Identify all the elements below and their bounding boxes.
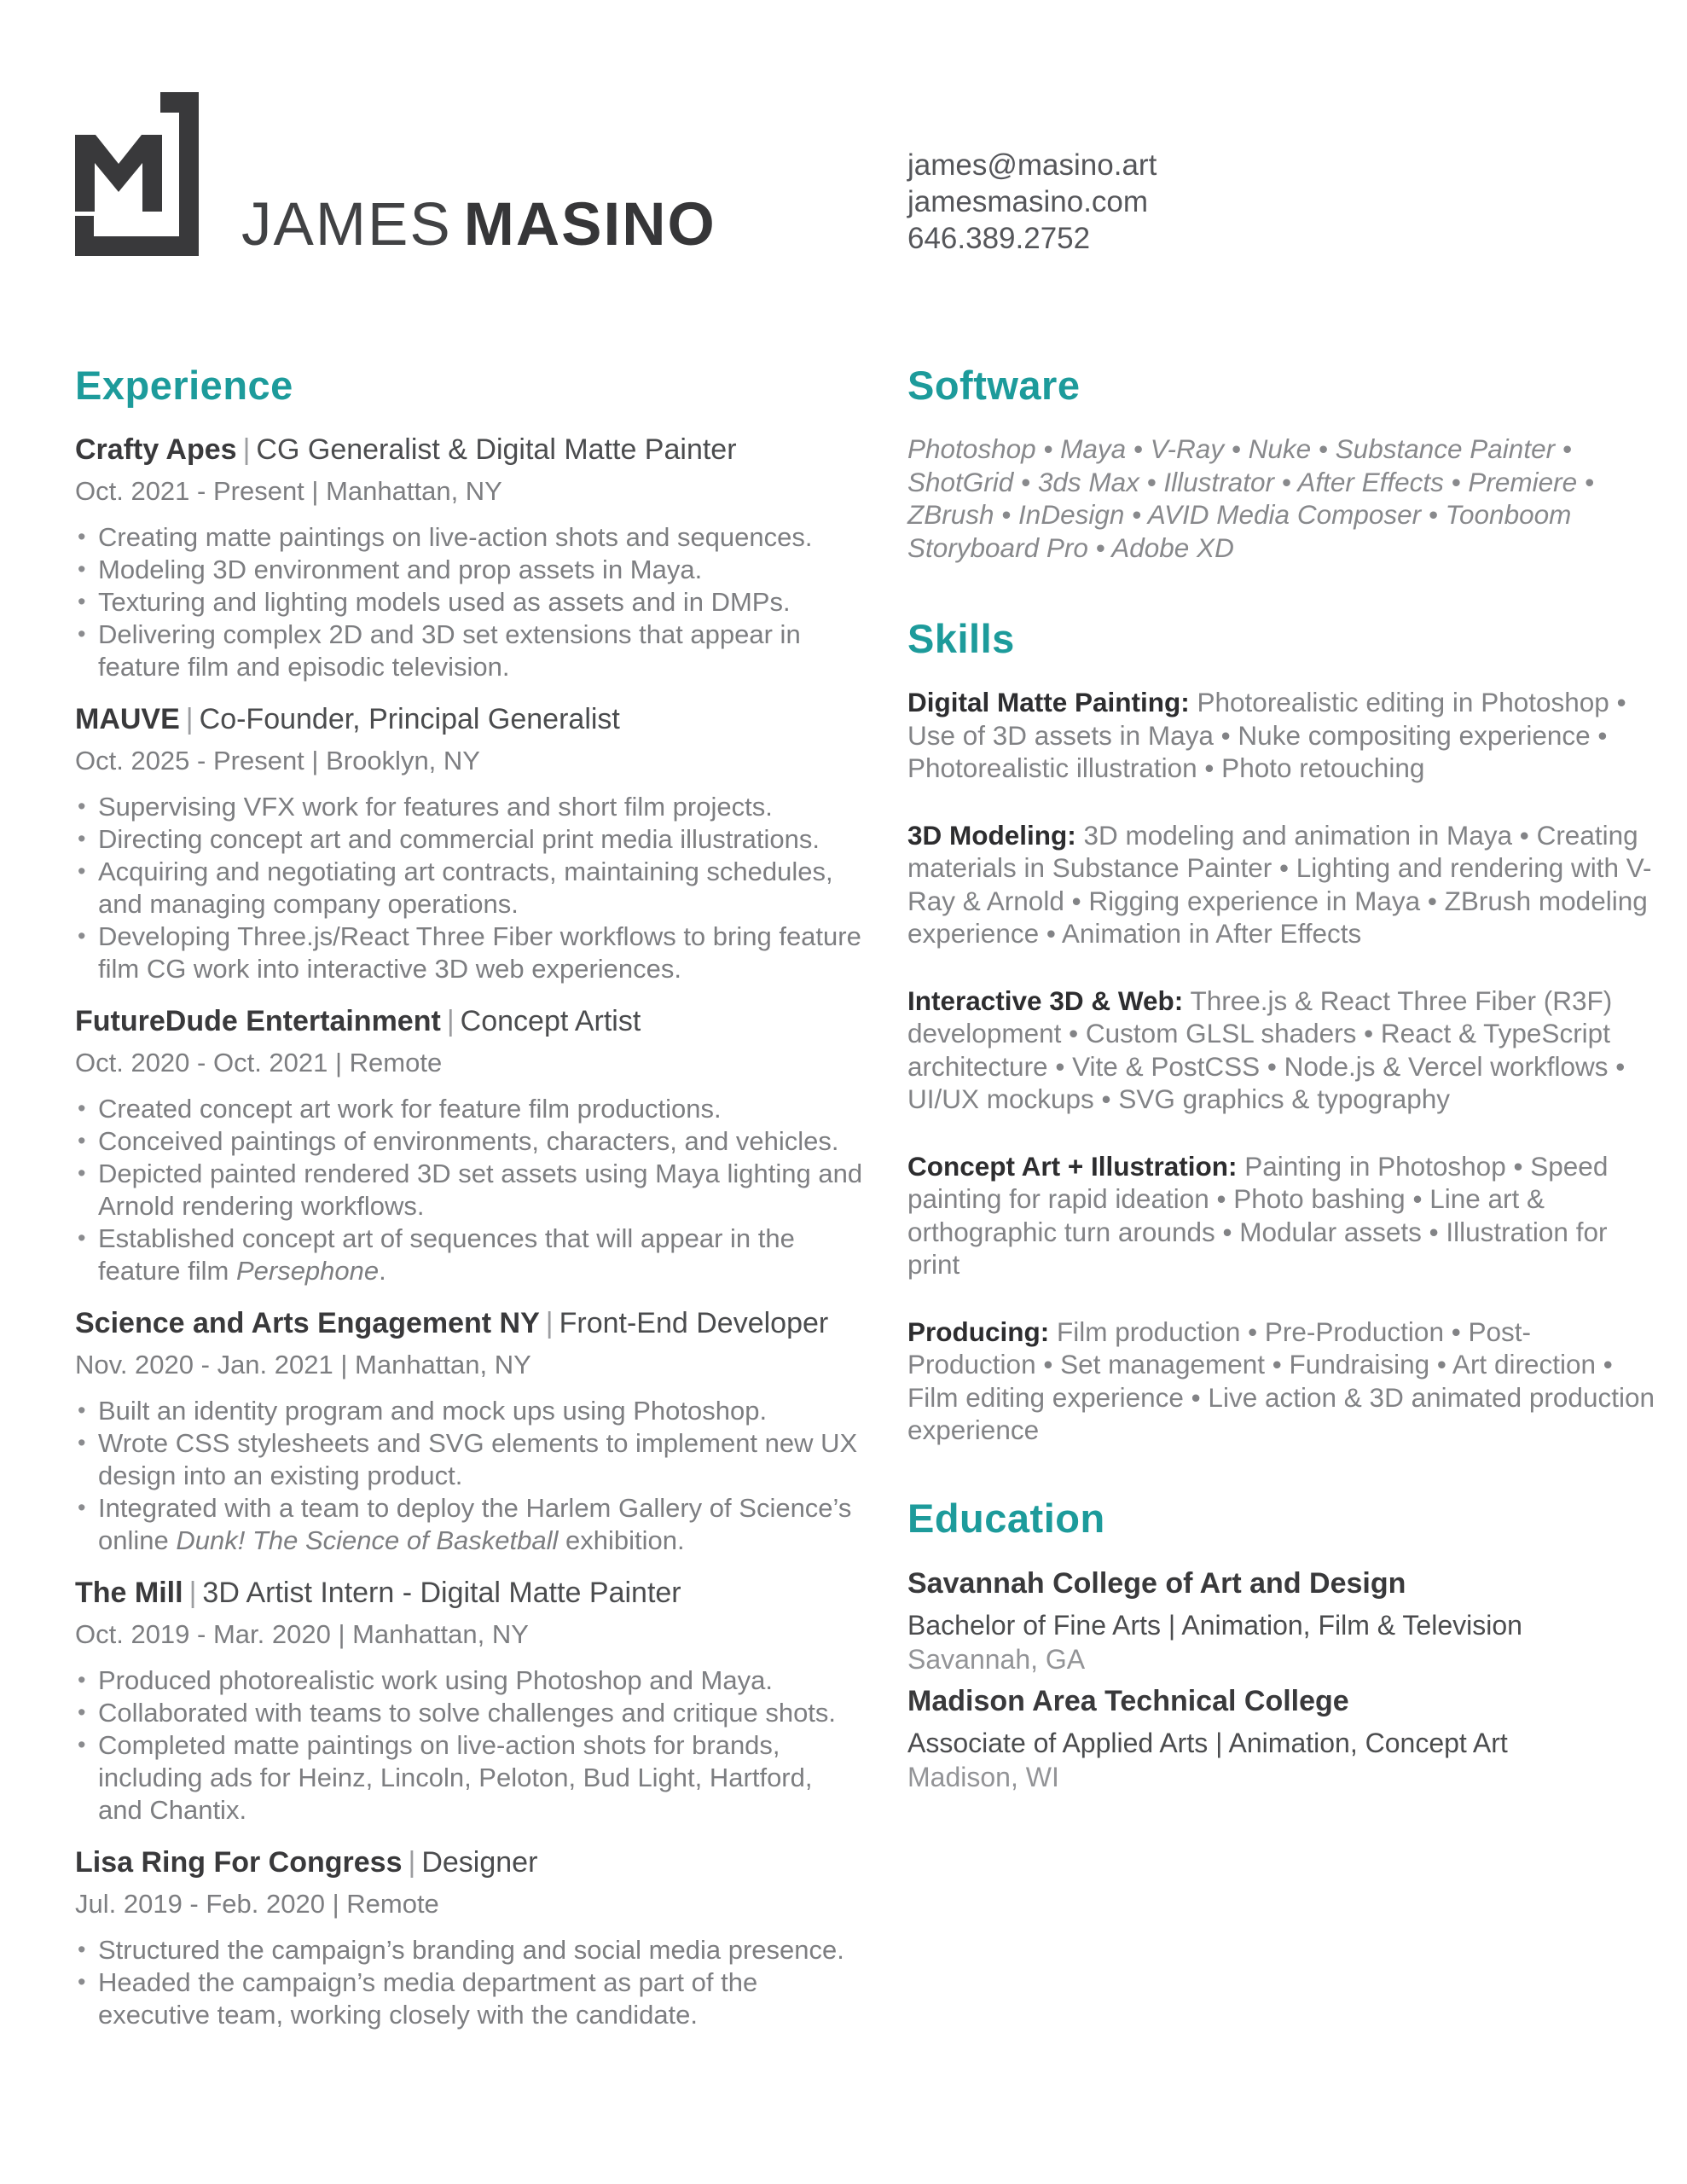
school-name: Savannah College of Art and Design — [907, 1566, 1406, 1600]
skill-group: Interactive 3D & Web: Three.js & React Three Fiber (R3F) development • Custom GLSL shaders • React & TypeScript architecture • Vite & PostCSS • Node.js & Vercel workflows • UI/UX mockups • SVG graphics & typography — [907, 985, 1626, 1114]
job-company: Lisa Ring For Congress — [75, 1846, 403, 1879]
job-bullets — [75, 791, 863, 985]
job-role: Designer — [421, 1846, 538, 1879]
pipe-separator: | — [185, 703, 194, 735]
first-name: JAMES — [241, 191, 452, 258]
job-bullets — [75, 1395, 863, 1557]
school-entry — [907, 1565, 1656, 1676]
skill-label: Concept Art + Illustration: — [907, 1150, 1238, 1182]
job-bullet: • Depicted painted rendered 3D set assets using Maya lighting and Arnold rendering workflows. — [75, 1158, 863, 1223]
job-bullet: • Directing concept art and commercial print media illustrations. — [75, 823, 863, 856]
job-bullet: • Completed matte paintings on live-action shots for brands, including ads for Heinz, Lincoln, Peloton, Bud Light, Hartford, and Chantix. — [75, 1729, 863, 1827]
job-entry — [75, 1845, 863, 2031]
school-location: Madison, WI — [907, 1761, 1059, 1792]
italic-text: Dunk! The Science of Basketball — [176, 1525, 559, 1555]
last-name: MASINO — [463, 191, 716, 258]
logo-letter-m — [75, 135, 162, 212]
job-entry — [75, 433, 863, 683]
skills-section — [907, 616, 1656, 1447]
job-company: Science and Arts Engagement NY — [75, 1307, 540, 1339]
job-title — [75, 702, 863, 736]
job-role: Concept Artist — [460, 1005, 641, 1037]
education-schools — [907, 1565, 1656, 1794]
job-date-location: Nov. 2020 - Jan. 2021 | Manhattan, NY — [75, 1350, 531, 1380]
job-company: MAUVE — [75, 703, 180, 735]
job-date-location: Oct. 2020 - Oct. 2021 | Remote — [75, 1048, 443, 1077]
job-bullet: • Produced photorealistic work using Photoshop and Maya. — [75, 1664, 863, 1697]
contact-block — [907, 147, 1157, 257]
job-date-location: Oct. 2019 - Mar. 2020 | Manhattan, NY — [75, 1619, 529, 1649]
school-degree: Bachelor of Fine Arts | Animation, Film & Television — [907, 1609, 1522, 1641]
job-bullet: • Created concept art work for feature film productions. — [75, 1093, 863, 1125]
job-entry — [75, 702, 863, 985]
job-company: The Mill — [75, 1577, 183, 1609]
job-date-location: Jul. 2019 - Feb. 2020 | Remote — [75, 1889, 439, 1919]
skills-heading: Skills — [907, 616, 1015, 661]
skill-label: Digital Matte Painting: — [907, 687, 1190, 717]
skill-group: 3D Modeling: 3D modeling and animation in Maya • Creating materials in Substance Painter • Lighting and rendering with V-Ray & Arnold • Rigging experience in Maya • ZBrush modeling experience • Animation in After Effects — [907, 819, 1652, 949]
job-date-location: Oct. 2021 - Present | Manhattan, NY — [75, 476, 502, 506]
job-bullet: • Integrated with a team to deploy the Harlem Gallery of Science’s online Dunk! The Science of Basketball exhibition. — [75, 1492, 863, 1557]
italic-text: Persephone — [235, 1256, 380, 1286]
job-title — [75, 1004, 863, 1038]
person-name — [241, 191, 716, 258]
pipe-separator: | — [446, 1005, 455, 1037]
job-bullet: • Delivering complex 2D and 3D set extensions that appear in feature film and episodic television. — [75, 619, 863, 683]
school-entry — [907, 1683, 1656, 1794]
pipe-separator: | — [408, 1846, 416, 1879]
job-title — [75, 1845, 863, 1879]
job-bullet: • Conceived paintings of environments, characters, and vehicles. — [75, 1125, 863, 1158]
pipe-separator: | — [242, 433, 251, 466]
school-location: Savannah, GA — [907, 1643, 1086, 1675]
job-bullet: • Creating matte paintings on live-action shots and sequences. — [75, 521, 863, 554]
sidebar-column — [907, 365, 1656, 1794]
skill-groups — [907, 686, 1656, 1447]
job-bullet: • Structured the campaign’s branding and social media presence. — [75, 1934, 863, 1966]
job-title — [75, 1576, 863, 1610]
job-title — [75, 1306, 863, 1340]
education-heading: Education — [907, 1495, 1105, 1541]
job-role: 3D Artist Intern - Digital Matte Painter — [202, 1577, 681, 1609]
job-company: FutureDude Entertainment — [75, 1005, 441, 1037]
job-date-location: Oct. 2025 - Present | Brooklyn, NY — [75, 746, 480, 775]
pipe-separator: | — [188, 1577, 197, 1609]
logo-bracket-stem — [179, 92, 199, 256]
school-degree: Associate of Applied Arts | Animation, Concept Art — [907, 1727, 1508, 1758]
job-bullet: • Built an identity program and mock ups using Photoshop. — [75, 1395, 863, 1427]
school-name: Madison Area Technical College — [907, 1684, 1349, 1717]
skill-label: Interactive 3D & Web: — [907, 985, 1184, 1016]
contact-email: james@masino.art — [907, 148, 1157, 182]
job-bullet: • Developing Three.js/React Three Fiber workflows to bring feature film CG work into interactive 3D web experiences. — [75, 921, 863, 985]
contact-phone: 646.389.2752 — [907, 222, 1091, 255]
job-role: Front-End Developer — [559, 1307, 829, 1339]
job-entry — [75, 1576, 863, 1827]
software-section — [907, 365, 1656, 564]
job-bullets — [75, 521, 863, 683]
skill-group: Producing: Film production • Pre-Production • Post-Production • Set management • Fundraising • Art direction • Film editing experience • Live action & 3D animated production experience — [907, 1316, 1655, 1445]
experience-column — [75, 365, 863, 2031]
job-entry — [75, 1004, 863, 1287]
contact-website: jamesmasino.com — [907, 185, 1149, 218]
job-bullet: • Collaborated with teams to solve challenges and critique shots. — [75, 1697, 863, 1729]
skill-group: Concept Art + Illustration: Painting in Photoshop • Speed painting for rapid ideation • Photo bashing • Line art & orthographic turn arounds • Modular assets • Illustration for print — [907, 1150, 1609, 1280]
mj-monogram-logo — [75, 90, 200, 258]
job-title — [75, 433, 863, 467]
job-bullet: • Texturing and lighting models used as assets and in DMPs. — [75, 586, 863, 619]
job-bullets — [75, 1093, 863, 1287]
job-bullet: • Modeling 3D environment and prop assets in Maya. — [75, 554, 863, 586]
experience-heading: Experience — [75, 363, 293, 408]
skill-group: Digital Matte Painting: Photorealistic editing in Photoshop • Use of 3D assets in Maya • Nuke compositing experience • Photorealistic illustration • Photo retouching — [907, 687, 1626, 783]
job-bullet: • Established concept art of sequences that will appear in the feature film Persephone. — [75, 1223, 863, 1287]
experience-jobs — [75, 433, 863, 2031]
logo-bracket-tick — [75, 216, 94, 256]
software-heading: Software — [907, 363, 1081, 408]
pipe-separator: | — [545, 1307, 554, 1339]
job-company: Crafty Apes — [75, 433, 237, 466]
job-bullets — [75, 1934, 863, 2031]
job-entry — [75, 1306, 863, 1557]
job-bullet: • Headed the campaign’s media department as part of the executive team, working closely with the candidate. — [75, 1966, 863, 2031]
skill-label: 3D Modeling: — [907, 819, 1076, 851]
skill-label: Producing: — [907, 1316, 1050, 1347]
job-bullet: • Acquiring and negotiating art contracts, maintaining schedules, and managing company operations. — [75, 856, 863, 921]
job-role: CG Generalist & Digital Matte Painter — [256, 433, 737, 466]
job-bullet: • Supervising VFX work for features and short film projects. — [75, 791, 863, 823]
job-role: Co-Founder, Principal Generalist — [199, 703, 620, 735]
job-bullets — [75, 1664, 863, 1827]
job-bullet: • Wrote CSS stylesheets and SVG elements to implement new UX design into an existing product. — [75, 1427, 863, 1492]
software-list: Photoshop • Maya • V-Ray • Nuke • Substance Painter • ShotGrid • 3ds Max • Illustrator • After Effects • Premiere • ZBrush • InDesign • AVID Media Composer • Toonboom Storyboard Pro • Adobe XD — [907, 433, 1594, 563]
education-section — [907, 1495, 1656, 1794]
